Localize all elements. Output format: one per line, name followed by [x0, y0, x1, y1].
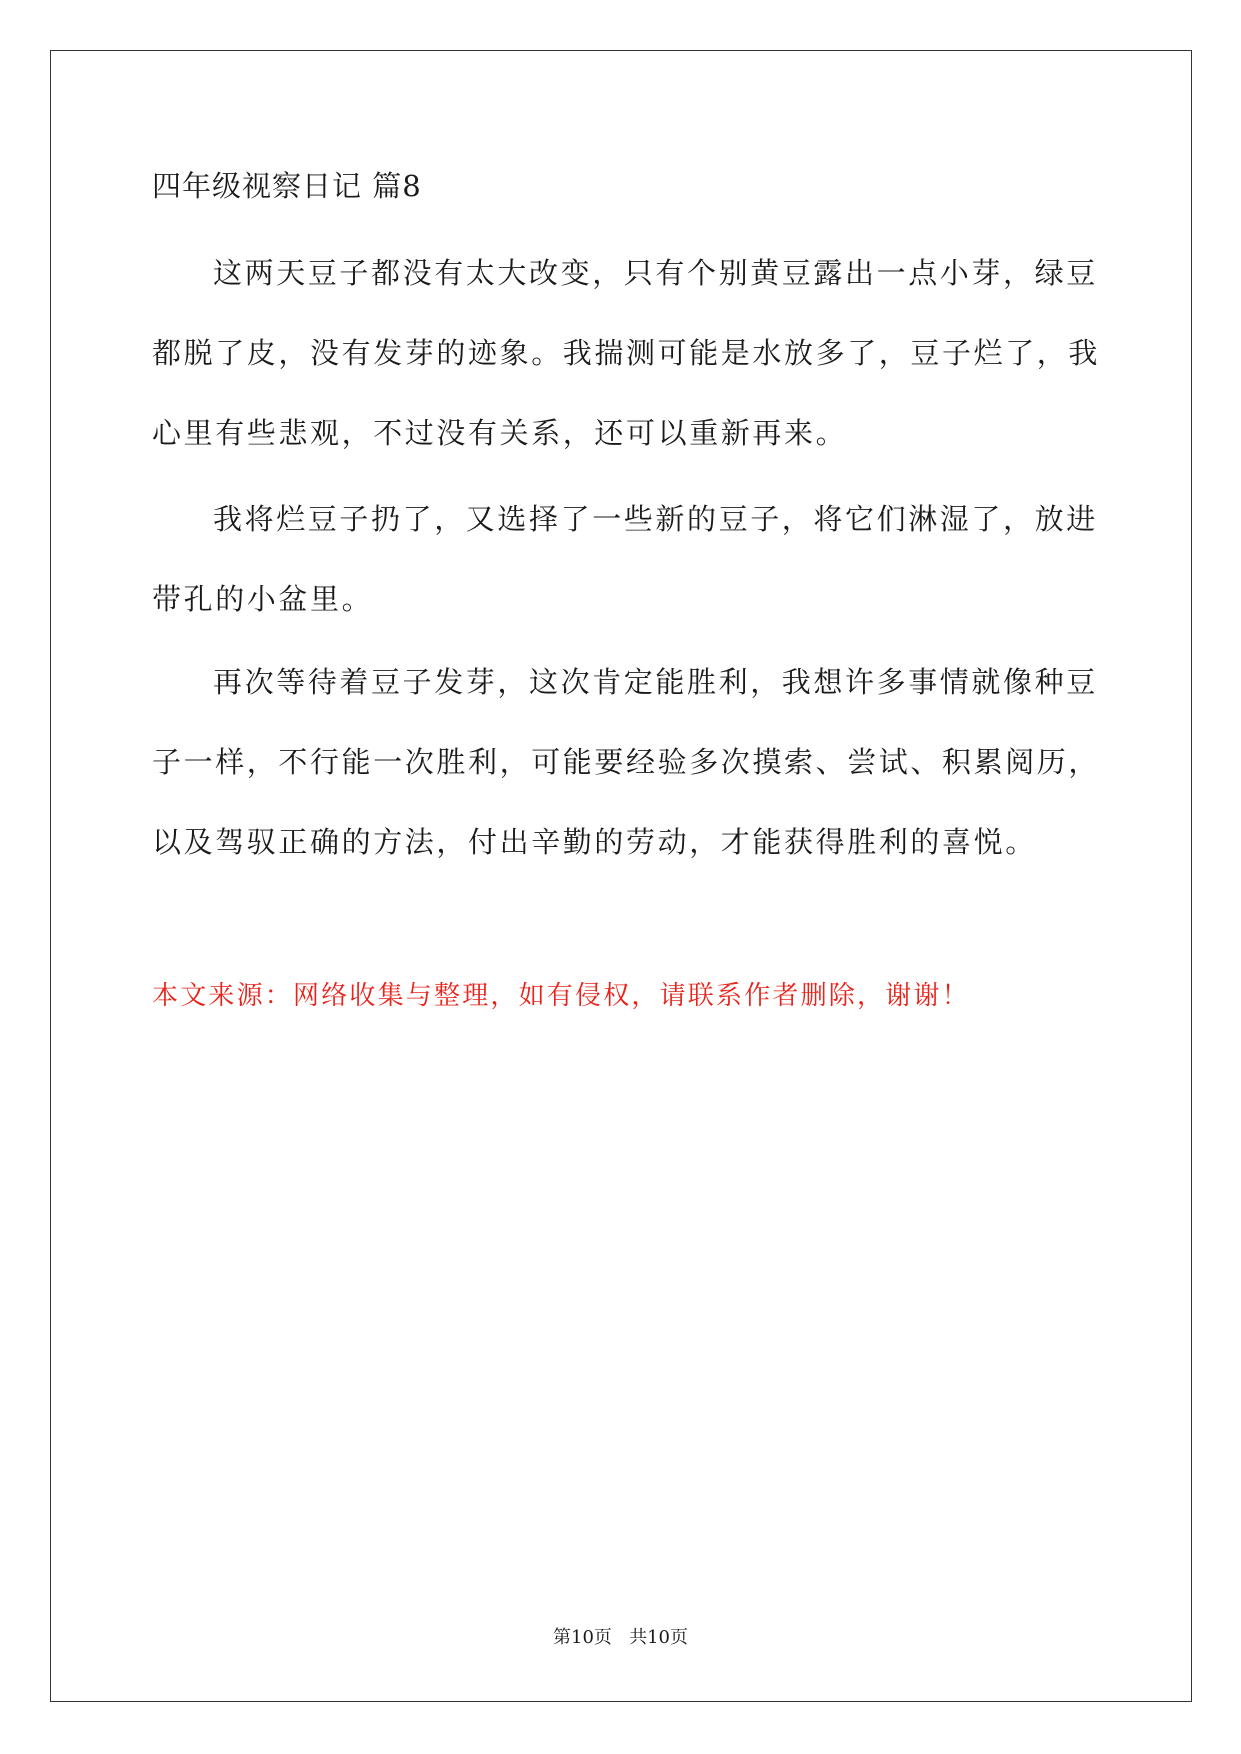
paragraph-line: 都脱了皮，没有发芽的迹象。我揣测可能是水放多了，豆子烂了，我: [152, 336, 1101, 370]
paragraph-1: [152, 233, 1101, 473]
paragraph-line: 这两天豆子都没有太大改变，只有个别黄豆露出一点小芽，绿豆: [213, 256, 1098, 290]
paragraph-line: 子一样，不行能一次胜利，可能要经验多次摸索、尝试、积累阅历，: [152, 745, 1101, 779]
paragraph-line: 我将烂豆子扔了，又选择了一些新的豆子，将它们淋湿了，放进: [213, 502, 1098, 536]
paragraph-3: [152, 642, 1101, 882]
page-number: 第10页: [553, 1627, 612, 1648]
paragraph-line: 带孔的小盆里。: [152, 582, 374, 616]
source-notice: 本文来源：网络收集与整理，如有侵权，请联系作者删除，谢谢！: [152, 981, 970, 1011]
paragraph-2: [152, 479, 1098, 639]
paragraph-line: 以及驾驭正确的方法，付出辛勤的劳动，才能获得胜利的喜悦。: [152, 825, 1037, 859]
paragraph-line: 再次等待着豆子发芽，这次肯定能胜利，我想许多事情就像种豆: [213, 665, 1098, 699]
page-footer: [0, 1623, 1241, 1653]
page-total: 共10页: [629, 1627, 688, 1648]
paragraph-line: 心里有些悲观，不过没有关系，还可以重新再来。: [152, 416, 848, 450]
document-title: 四年级视察日记 篇8: [152, 169, 422, 203]
